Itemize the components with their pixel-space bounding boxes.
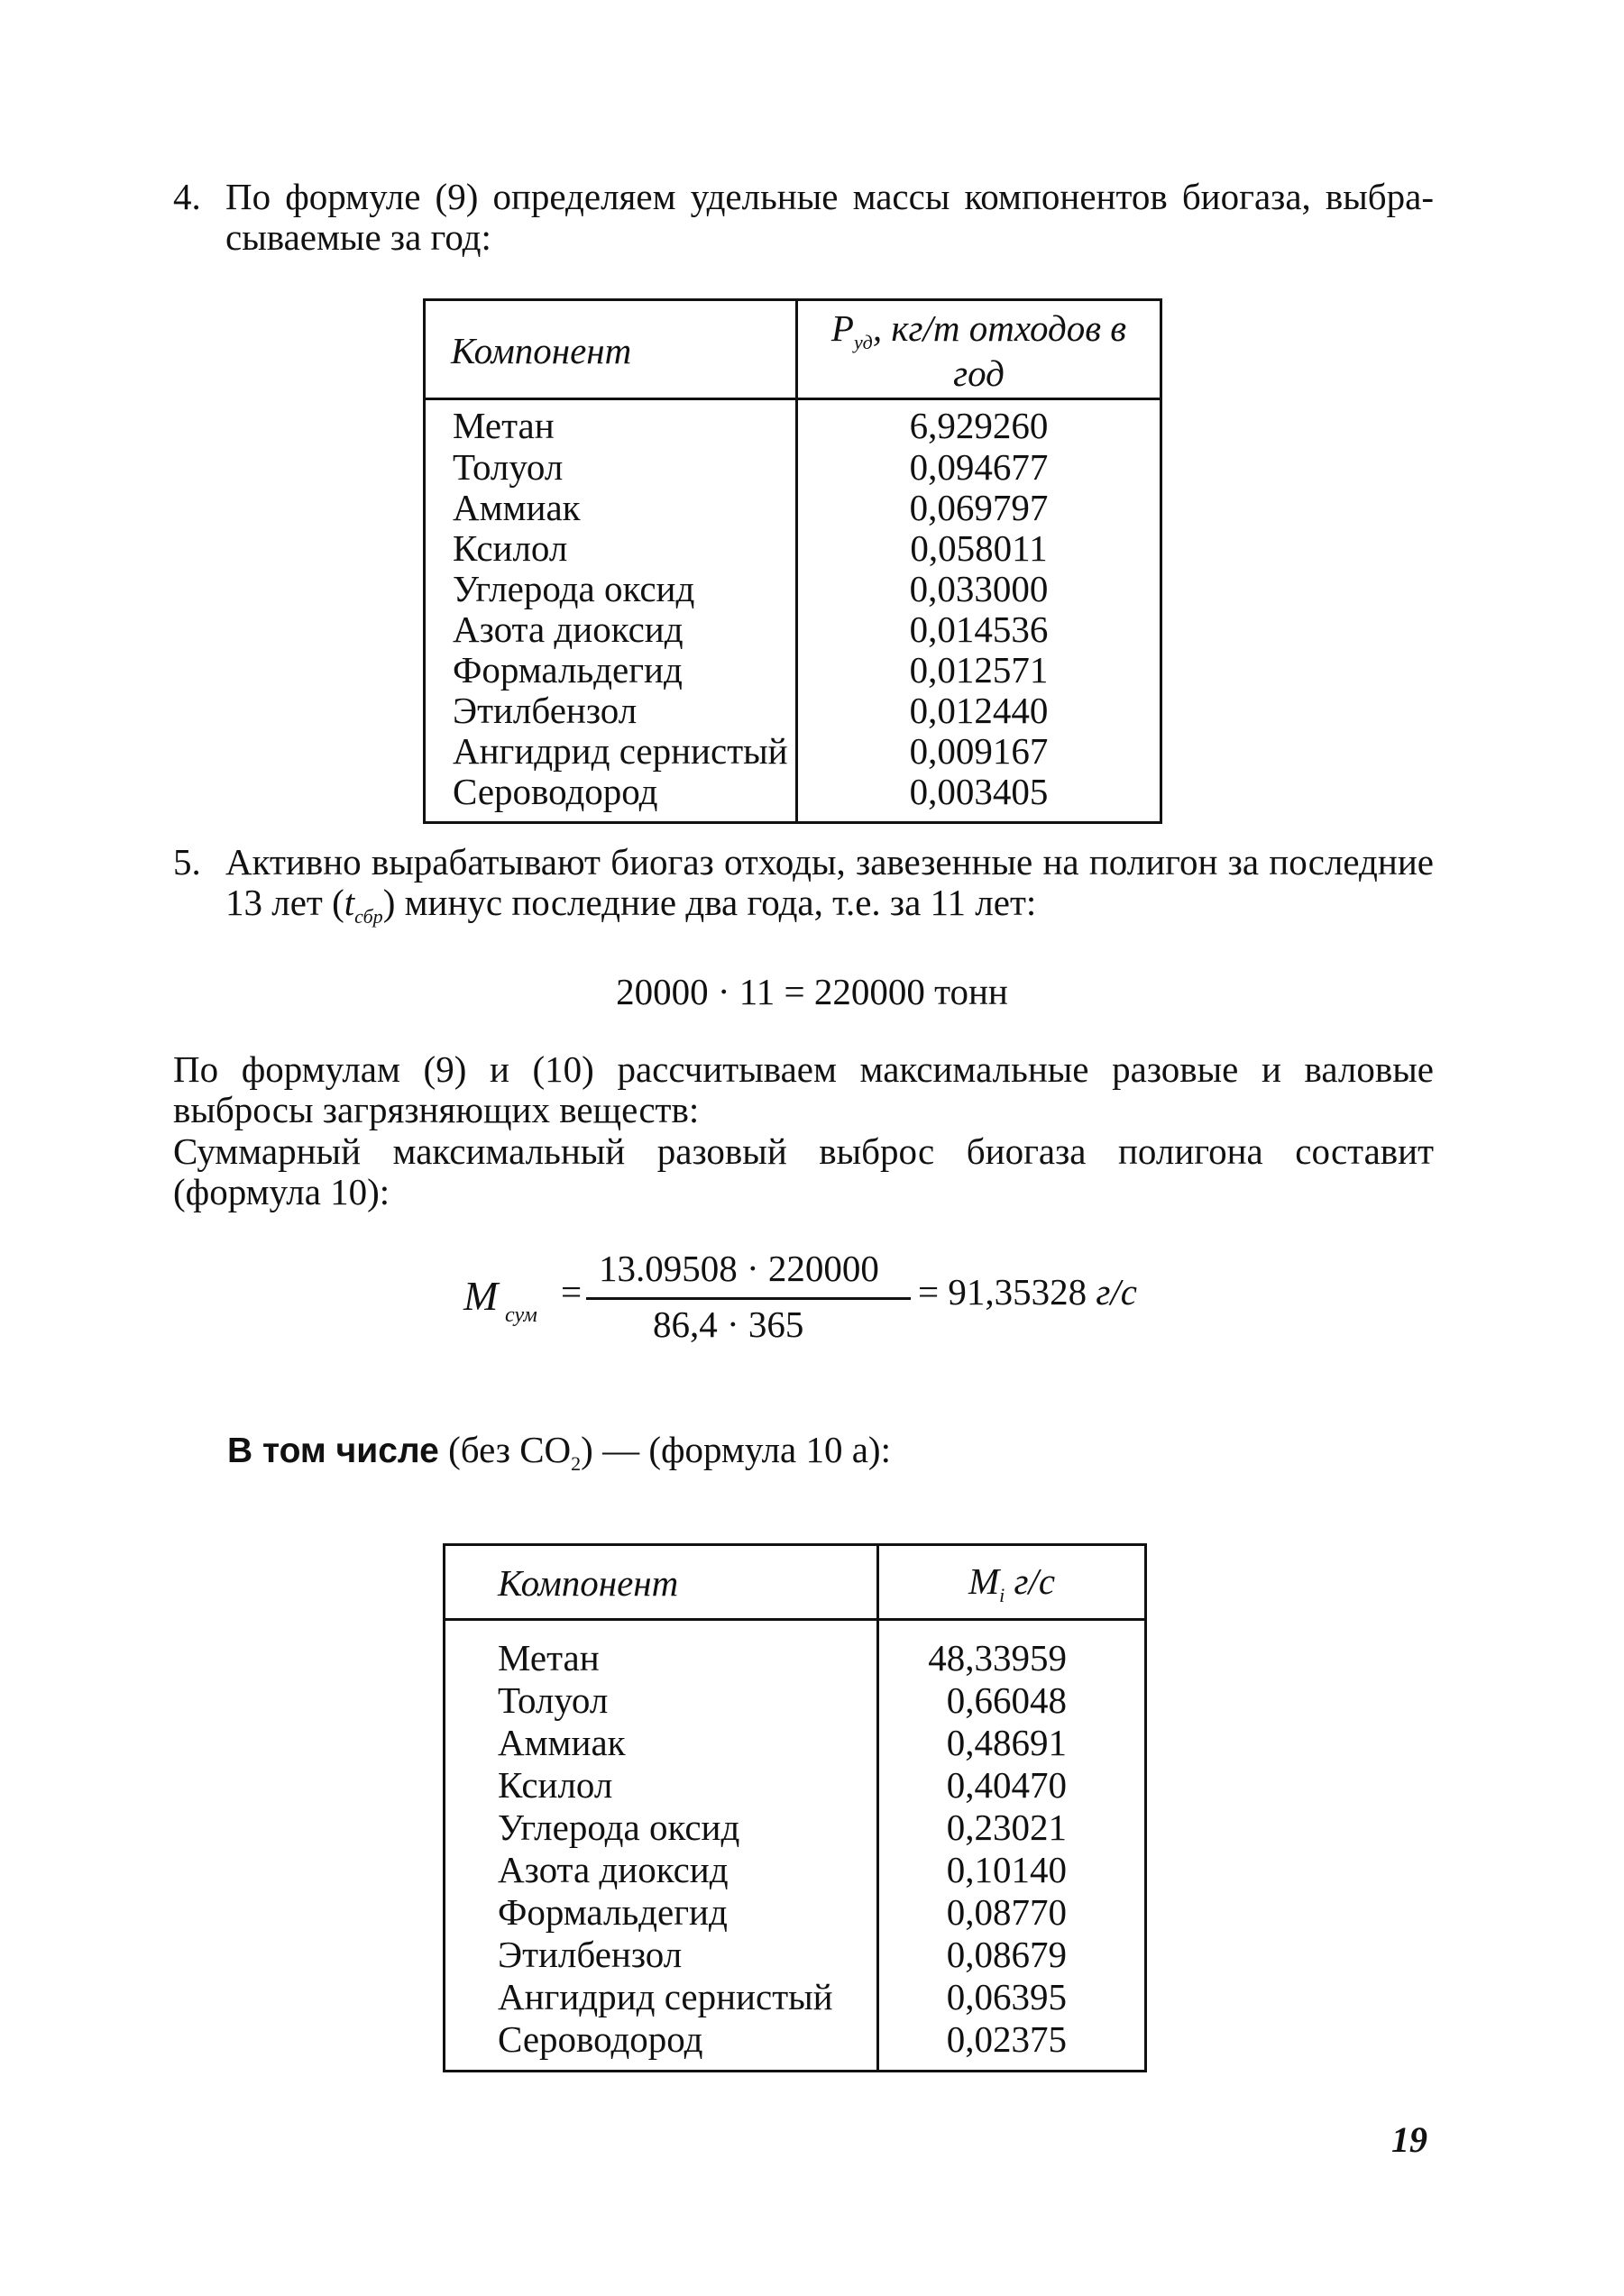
emission-rate-table [443, 1543, 1147, 2072]
table-row [425, 399, 1161, 447]
header-symbol-subscript: i [999, 1584, 1005, 1606]
tonnage-equation: 20000 · 11 = 220000 тонн [616, 971, 1008, 1012]
table-header-row [425, 300, 1161, 399]
table-row [425, 488, 1161, 528]
formula-result [918, 1272, 1137, 1313]
formula-result-value: = 91,35328 [918, 1271, 1087, 1313]
table-row [425, 569, 1161, 609]
component-name: Углерода оксид [498, 1806, 740, 1848]
fraction-bar [586, 1297, 911, 1300]
component-value: 0,094677 [797, 447, 1161, 488]
item-5-line-2-start: 13 лет ( [225, 882, 344, 924]
table-row [445, 1807, 1146, 1849]
page-number: 19 [1391, 2119, 1427, 2160]
paragraph-calculation-line-1: По формулам (9) и (10) рассчитываем максимальные разовые и валовые [173, 1048, 1434, 1090]
header-symbol: M [968, 1560, 1000, 1602]
table-row [445, 1849, 1146, 1891]
formula-denominator: 86,4 · 365 [653, 1304, 804, 1345]
table-row [445, 1764, 1146, 1807]
component-name: Сероводород [498, 2017, 703, 2060]
item-5-line-2 [225, 883, 1434, 928]
item-5-number: 5. [173, 841, 201, 883]
table-row [445, 1620, 1146, 1680]
component-name: Этилбензол [498, 1933, 683, 1975]
table-row [425, 650, 1161, 691]
component-name: Метан [498, 1636, 600, 1679]
item-4-text [225, 177, 1434, 258]
co2-subscript: 2 [571, 1452, 582, 1476]
component-value: 0,009167 [797, 731, 1161, 772]
component-value: 0,10140 [878, 1849, 1146, 1891]
formula-lhs-symbol: M [463, 1273, 499, 1319]
component-name: Формальдегид [453, 649, 683, 691]
component-name: Сероводород [453, 771, 658, 813]
subheading-rest-b: ) — (формула 10 а): [581, 1429, 891, 1470]
header-emission-rate [878, 1545, 1146, 1620]
formula-lhs-subscript: сум [505, 1304, 537, 1327]
component-value: 0,23021 [878, 1807, 1146, 1849]
table-row [445, 2018, 1146, 2072]
component-name: Толуол [453, 445, 564, 488]
subheading-rest-a: (без CO [438, 1429, 572, 1470]
paragraph-total-emission-line-2: (формула 10): [173, 1171, 390, 1213]
component-value: 0,40470 [878, 1764, 1146, 1807]
table-row [445, 1976, 1146, 2018]
header-symbol-subscript: уд [853, 331, 873, 354]
t-symbol: t [344, 882, 355, 924]
component-value: 0,02375 [878, 2018, 1146, 2072]
table-row [445, 1891, 1146, 1934]
table-row [445, 1934, 1146, 1976]
component-name: Формальдегид [498, 1890, 728, 1933]
component-value: 0,058011 [797, 528, 1161, 569]
component-name: Метан [453, 405, 555, 447]
component-name: Аммиак [453, 486, 581, 528]
item-4-line-1: По формуле (9) определяем удельные массы компонентов биогаза, выбра- [225, 176, 1434, 217]
component-name: Этилбензол [453, 690, 638, 732]
component-value: 48,33959 [878, 1620, 1146, 1680]
table-row [445, 1679, 1146, 1722]
formula-numerator: 13.09508 · 220000 [599, 1248, 879, 1289]
table-row [445, 1722, 1146, 1764]
table-row [425, 609, 1161, 650]
component-value: 0,66048 [878, 1679, 1146, 1722]
component-value: 0,08679 [878, 1934, 1146, 1976]
paragraph-total-emission [173, 1131, 1434, 1212]
item-5-text [225, 842, 1434, 928]
paragraph-calculation [173, 1049, 1434, 1130]
header-specific-mass [797, 300, 1161, 399]
table-row [425, 447, 1161, 488]
component-name: Ангидрид сернистый [453, 730, 788, 773]
header-component: Компонент [425, 300, 797, 399]
component-value: 0,06395 [878, 1976, 1146, 2018]
subheading-bold: В том числе [227, 1432, 439, 1470]
table-row [425, 731, 1161, 772]
component-name: Аммиак [498, 1721, 626, 1763]
component-name: Ангидрид сернистый [498, 1975, 833, 2017]
component-value: 0,069797 [797, 488, 1161, 528]
formula-equals: = [561, 1271, 583, 1313]
subheading-including [227, 1430, 891, 1475]
table-header-row [445, 1545, 1146, 1620]
component-value: 0,014536 [797, 609, 1161, 650]
component-name: Углерода оксид [453, 567, 695, 609]
header-symbol: P [830, 307, 854, 349]
specific-mass-table [423, 298, 1162, 824]
item-5-line-2-end: ) минус последние два года, т.е. за 11 лет: [382, 882, 1037, 924]
component-name: Азота диоксид [453, 608, 684, 650]
header-unit: г/с [1005, 1560, 1056, 1602]
header-component: Компонент [445, 1545, 878, 1620]
paragraph-total-emission-line-1: Суммарный максимальный разовый выброс биогаза полигона составит [173, 1130, 1434, 1172]
item-4-line-2: сываемые за год: [225, 216, 491, 259]
t-subscript: сбр [354, 905, 383, 928]
component-value: 0,012571 [797, 650, 1161, 691]
component-value: 6,929260 [797, 399, 1161, 447]
component-name: Ксилол [453, 526, 568, 569]
item-5-line-1: Активно вырабатывают биогаз отходы, завезенные на полигон за последние [225, 841, 1434, 883]
component-value: 0,012440 [797, 691, 1161, 731]
formula-unit: г/с [1096, 1271, 1137, 1313]
component-value: 0,08770 [878, 1891, 1146, 1934]
component-value: 0,003405 [797, 772, 1161, 823]
component-value: 0,033000 [797, 569, 1161, 609]
header-unit: , кг/т отходов в год [872, 307, 1127, 395]
table-row [425, 528, 1161, 569]
component-name: Азота диоксид [498, 1848, 729, 1890]
item-4-number: 4. [173, 176, 201, 217]
table-row [425, 691, 1161, 731]
paragraph-calculation-line-2: выбросы загрязняющих веществ: [173, 1089, 700, 1131]
component-name: Ксилол [498, 1763, 613, 1806]
component-name: Толуол [498, 1679, 609, 1721]
component-value: 0,48691 [878, 1722, 1146, 1764]
table-row [425, 772, 1161, 823]
